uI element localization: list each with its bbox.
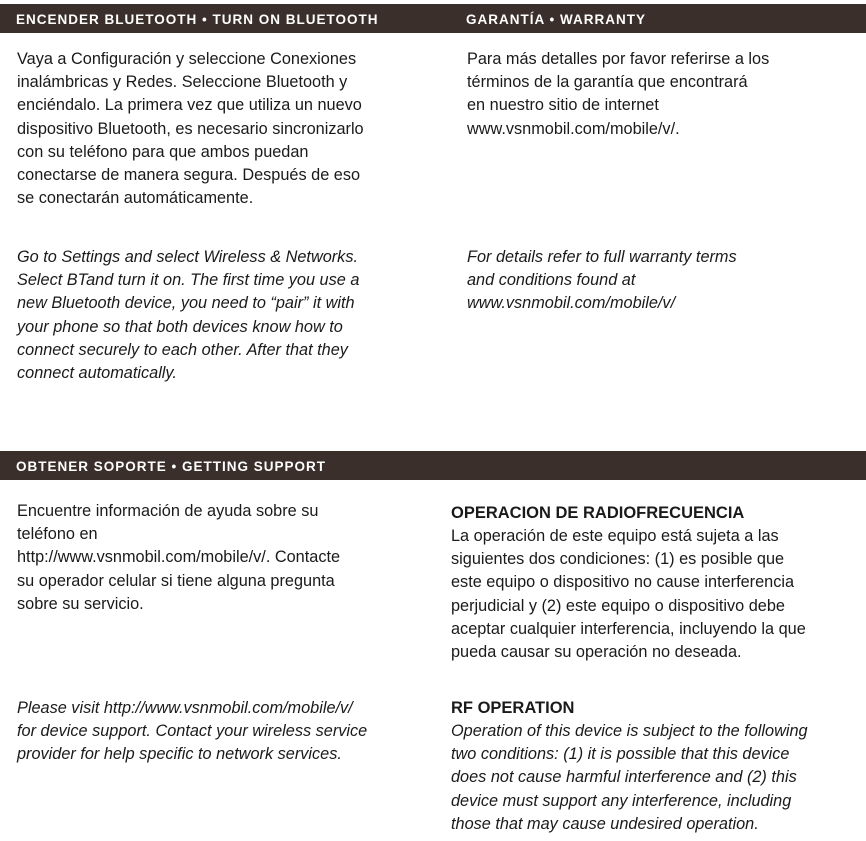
text-line: Please visit http://www.vsnmobil.com/mobile/v/ <box>17 699 353 717</box>
support-text-es <box>17 500 340 616</box>
rf-text-en <box>451 720 808 836</box>
text-line: connect securely to each other. After that they <box>17 340 348 359</box>
text-line: perjudicial y (2) este equipo o dispositivo debe <box>451 596 785 615</box>
warranty-url-es: www.vsnmobil.com/mobile/v/. <box>467 119 680 138</box>
text-line: those that may cause undesired operation. <box>451 814 759 833</box>
support-section-title: OBTENER SOPORTE • GETTING SUPPORT <box>16 459 327 474</box>
support-text-en <box>17 697 367 767</box>
bluetooth-instructions-es <box>17 48 364 210</box>
text-line: Vaya a Configuración y seleccione Conexiones <box>17 50 357 68</box>
rf-heading-es: OPERACION DE RADIOFRECUENCIA <box>451 504 745 522</box>
text-line: teléfono en <box>17 525 98 544</box>
text-line: su operador celular si tiene alguna pregunta <box>17 571 335 590</box>
bluetooth-instructions-en <box>17 246 359 385</box>
text-line: se conectarán automáticamente. <box>17 189 254 208</box>
warranty-section-title: GARANTÍA • WARRANTY <box>466 12 646 27</box>
support-section-header-bar <box>0 451 866 480</box>
text-line: en nuestro sitio de internet <box>467 96 659 115</box>
text-line: conectarse de manera segura. Después de eso <box>17 166 361 185</box>
text-line: device must support any interference, including <box>451 791 792 810</box>
warranty-text-es <box>467 48 769 141</box>
text-line: este equipo o dispositivo no cause interferencia <box>451 573 795 592</box>
text-line: inalámbricas y Redes. Seleccione Bluetooth y <box>17 73 348 92</box>
warranty-url-en: www.vsnmobil.com/mobile/v/ <box>467 294 676 313</box>
text-line: términos de la garantía que encontrará <box>467 73 748 92</box>
text-line: http://www.vsnmobil.com/mobile/v/. Contacte <box>17 548 341 567</box>
text-line: Go to Settings and select Wireless & Networks. <box>17 248 358 266</box>
text-line: provider for help specific to network services. <box>17 745 342 764</box>
text-line: Encuentre información de ayuda sobre su <box>17 502 319 520</box>
text-line: pueda causar su operación no deseada. <box>451 643 742 662</box>
text-line: and conditions found at <box>467 271 636 290</box>
text-line: Para más detalles por favor referirse a los <box>467 50 770 68</box>
bluetooth-section-title: ENCENDER BLUETOOTH • TURN ON BLUETOOTH <box>16 12 379 27</box>
text-line: sobre su servicio. <box>17 594 144 613</box>
rf-text-es <box>451 525 806 664</box>
text-line: siguientes dos condiciones: (1) es posible que <box>451 550 785 569</box>
text-line: connect automatically. <box>17 364 177 383</box>
rf-heading-en: RF OPERATION <box>451 699 575 717</box>
text-line: Select BTand turn it on. The first time you use a <box>17 271 360 290</box>
text-line: dispositivo Bluetooth, es necesario sincronizarlo <box>17 119 364 138</box>
text-line: Operation of this device is subject to the following <box>451 722 808 740</box>
text-line: For details refer to full warranty terms <box>467 248 737 266</box>
warranty-text-en <box>467 246 737 316</box>
text-line: La operación de este equipo está sujeta a las <box>451 527 779 545</box>
top-section-header-bar <box>0 4 866 33</box>
text-line: enciéndalo. La primera vez que utiliza un nuevo <box>17 96 362 115</box>
text-line: does not cause harmful interference and (2) this <box>451 768 797 787</box>
text-line: for device support. Contact your wireless service <box>17 722 368 741</box>
text-line: your phone so that both devices know how to <box>17 317 343 336</box>
text-line: aceptar cualquier interferencia, incluyendo la que <box>451 619 806 638</box>
text-line: two conditions: (1) it is possible that this device <box>451 745 790 764</box>
text-line: con su teléfono para que ambos puedan <box>17 142 309 161</box>
text-line: new Bluetooth device, you need to “pair” it with <box>17 294 355 313</box>
